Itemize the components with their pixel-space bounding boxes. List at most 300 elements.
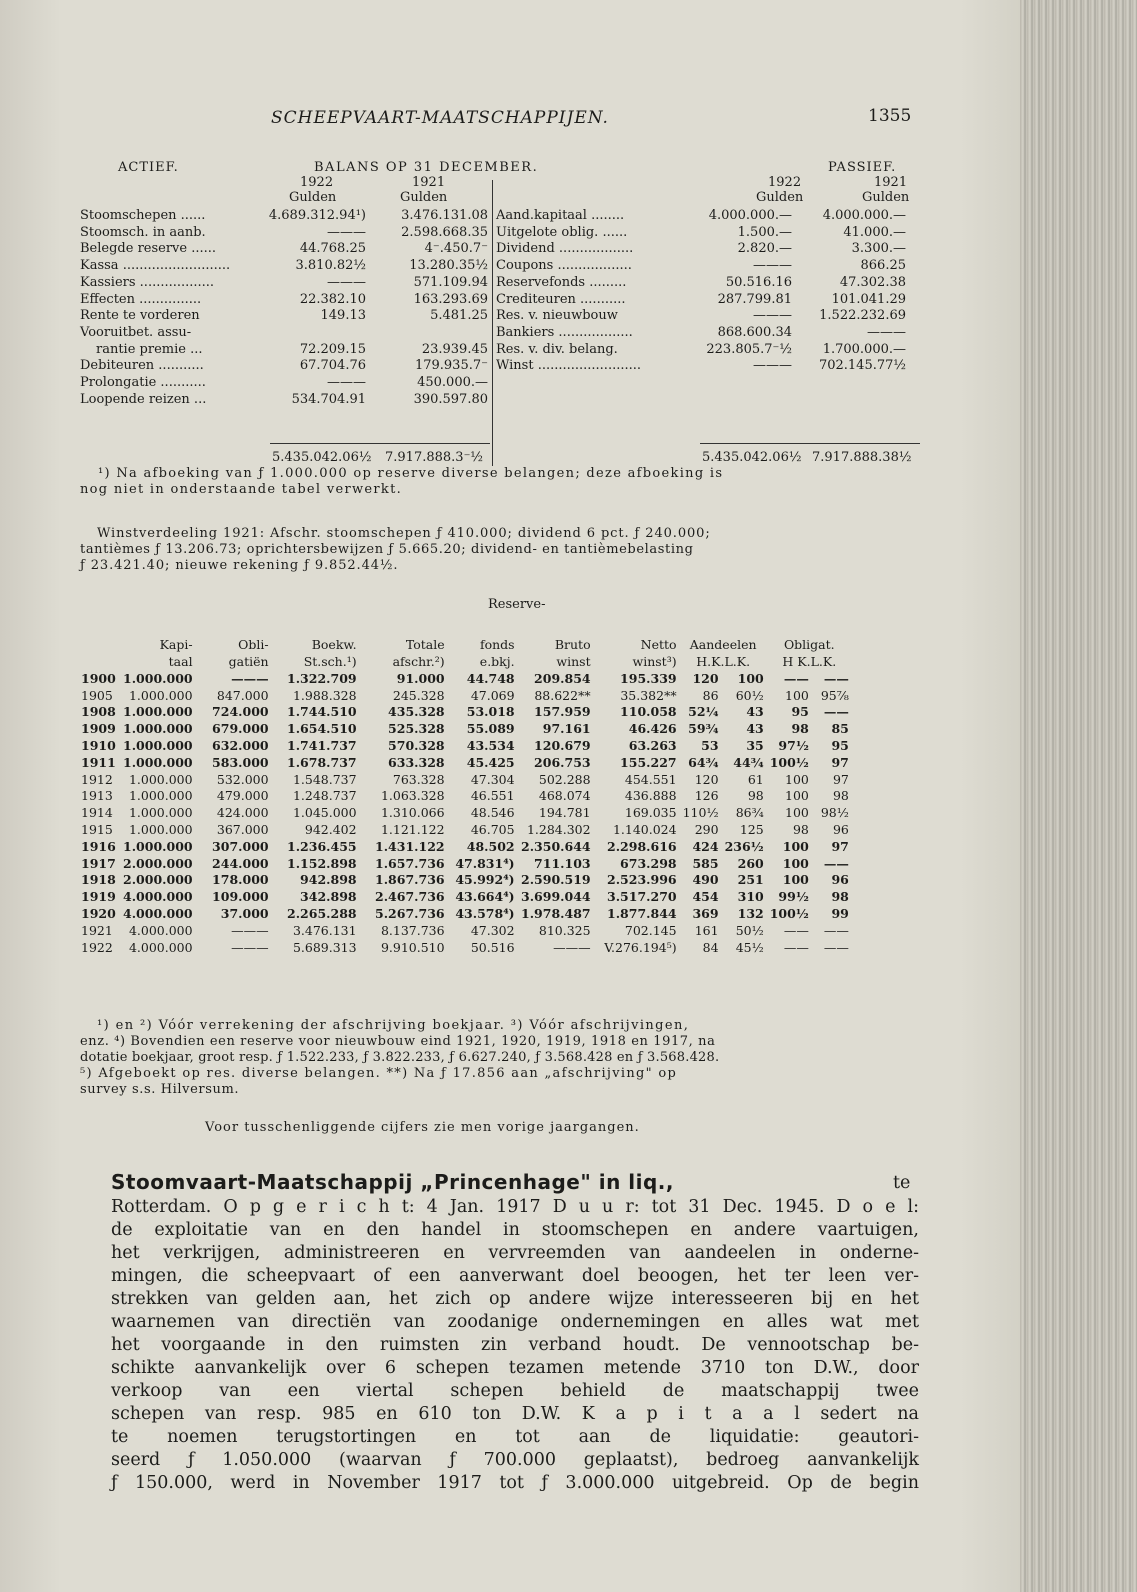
cell-bruto-winst: 3.699.044 xyxy=(521,889,591,905)
cell-obligatien: 632.000 xyxy=(212,738,269,754)
cell-kapitaal: 1.000.000 xyxy=(123,704,193,720)
actief-row-label: Loopende reizen ... xyxy=(80,391,207,407)
actief-row-1921: 571.109.94 xyxy=(413,274,488,290)
actief-row-1921: 450.000.— xyxy=(417,375,488,390)
cell-afschrijving: 1.121.122 xyxy=(380,822,445,838)
passief-row-label: Bankiers .................. xyxy=(496,324,633,340)
left-total-rule xyxy=(270,443,490,444)
cell-netto-winst: 2.298.616 xyxy=(607,838,677,854)
cell-obligat-h: 97½ xyxy=(778,738,809,754)
cell-obligatien: 847.000 xyxy=(216,687,269,703)
cell-obligat-h: 98 xyxy=(791,721,809,737)
cell-netto-winst: 2.523.996 xyxy=(607,872,677,888)
actief-row-label: Belegde reserve ...... xyxy=(80,241,217,257)
table-row xyxy=(78,720,852,737)
actief-row-1922: 72.209.15 xyxy=(299,341,366,357)
cell-boekwaarde: 1.248.737 xyxy=(292,788,357,804)
cell-boekwaarde: 942.402 xyxy=(304,822,357,838)
actief-row-1922: 3.810.82½ xyxy=(295,258,366,274)
col-kapitaal-h1: Kapi- xyxy=(159,637,193,652)
actief-row-label: Vooruitbet. assu- xyxy=(80,324,192,340)
cell-obligatien: ——— xyxy=(231,922,269,938)
left-total-1922: 5.435.042.06½ xyxy=(272,450,372,465)
cell-kapitaal: 1.000.000 xyxy=(128,805,193,821)
cell-reservefonds: 47.831⁴) xyxy=(455,855,515,871)
table-row xyxy=(78,754,852,771)
cell-netto-winst: 454.551 xyxy=(624,771,677,787)
winstverdeeling-line-2: tantièmes ƒ 13.206.73; oprichtersbewijzen ƒ 5.665.20; dividend- en tantièmebelasting xyxy=(80,542,694,557)
passief-row-1921: 3.300.— xyxy=(851,241,906,257)
cell-boekwaarde: 342.898 xyxy=(300,889,357,905)
cell-aandeelen-klk: 43 xyxy=(746,721,764,737)
cell-obligat-klk: 99 xyxy=(831,906,849,922)
cell-obligat-klk: 85 xyxy=(831,721,849,737)
book-page-edges xyxy=(1020,0,1137,1592)
cell-year: 1908 xyxy=(81,704,116,720)
cell-aandeelen-klk: 61 xyxy=(747,771,764,787)
col-bruto-h2: winst xyxy=(556,654,591,669)
cell-year: 1911 xyxy=(81,754,116,770)
cell-boekwaarde: 1.654.510 xyxy=(287,721,357,737)
cell-obligat-klk: 96 xyxy=(831,872,849,888)
cell-obligatien: 367.000 xyxy=(216,822,269,838)
col-year-h2 xyxy=(78,653,120,670)
company-line: waarnemen van directiën van zoodanige ondernemingen en alles wat met xyxy=(111,1312,919,1332)
cell-obligatien: 307.000 xyxy=(212,838,269,854)
passief-row-1921: 866.25 xyxy=(860,258,906,274)
table-row xyxy=(78,888,852,905)
col-aandeelen-h2: H.K.L.K. xyxy=(696,654,751,669)
col-afschrijving-h2: afschr.²) xyxy=(392,654,445,669)
cell-obligat-h: 100 xyxy=(785,805,809,821)
cell-afschrijving: 8.137.736 xyxy=(380,922,445,938)
actief-row-1921: 163.293.69 xyxy=(413,291,488,307)
cell-boekwaarde: 1.152.898 xyxy=(287,855,357,871)
actief-row-label: rantie premie ... xyxy=(96,341,203,357)
cell-kapitaal: 1.000.000 xyxy=(123,721,193,737)
cell-afschrijving: 1.063.328 xyxy=(380,788,445,804)
table-row xyxy=(78,670,852,687)
cell-obligat-klk: —— xyxy=(823,704,849,720)
cell-afschrijving: 763.328 xyxy=(392,771,445,787)
cell-obligat-klk: 96 xyxy=(832,822,849,838)
table-footnote-line-4: ⁵) Afgeboekt op res. diverse belangen. **) Na ƒ 17.856 aan „afschrijving" op xyxy=(80,1066,678,1081)
passief-row-1922: 1.500.— xyxy=(737,224,792,240)
actief-row-1922: ——— xyxy=(327,375,366,390)
cell-obligat-h: —— xyxy=(783,670,809,686)
company-line: te noemen terugstortingen en tot aan de liquidatie: geautori- xyxy=(111,1427,919,1447)
page-header-title: SCHEEPVAART-MAATSCHAPPIJEN. xyxy=(271,108,609,128)
cell-aandeelen-klk: 260 xyxy=(737,855,764,871)
cell-netto-winst: V.276.194⁵) xyxy=(604,939,677,955)
cell-year: 1912 xyxy=(81,771,113,787)
cell-year: 1916 xyxy=(81,838,116,854)
cell-aandeelen-h: 161 xyxy=(694,922,719,938)
left-unit-1922: Gulden xyxy=(289,190,337,205)
cell-reservefonds: 46.551 xyxy=(470,788,515,804)
passief-row-label: Crediteuren ........... xyxy=(496,291,626,307)
passief-row-label: Res. v. div. belang. xyxy=(496,341,618,357)
cell-bruto-winst: 206.753 xyxy=(534,754,591,770)
cell-afschrijving: 245.328 xyxy=(392,687,445,703)
history-table xyxy=(78,636,852,956)
winstverdeeling-line-1: Winstverdeeling 1921: Afschr. stoomschepen ƒ 410.000; dividend 6 pct. ƒ 240.000; xyxy=(97,526,711,541)
cell-bruto-winst: 97.161 xyxy=(542,721,591,737)
cell-kapitaal: 4.000.000 xyxy=(128,922,193,938)
cell-reservefonds: 46.705 xyxy=(470,822,515,838)
cell-boekwaarde: 1.744.510 xyxy=(287,704,357,720)
right-unit-1922: Gulden xyxy=(756,190,804,205)
cell-netto-winst: 436.888 xyxy=(624,788,677,804)
cell-netto-winst: 110.058 xyxy=(620,704,677,720)
cell-boekwaarde: 1.741.737 xyxy=(287,738,357,754)
cell-kapitaal: 1.000.000 xyxy=(123,738,193,754)
actief-row-1922: ——— xyxy=(327,274,366,290)
passief-row-label: Reservefonds ......... xyxy=(496,274,627,290)
cell-kapitaal: 1.000.000 xyxy=(123,838,193,854)
cell-aandeelen-klk: 251 xyxy=(737,872,764,888)
company-name: Stoomvaart-Maatschappij „Princenhage" in liq., xyxy=(111,1170,674,1194)
cell-boekwaarde: 3.476.131 xyxy=(292,922,357,938)
cell-boekwaarde: 2.265.288 xyxy=(287,906,357,922)
cell-bruto-winst: 468.074 xyxy=(538,788,591,804)
passief-row-label: Dividend .................. xyxy=(496,241,634,257)
cell-obligatien: 244.000 xyxy=(212,855,269,871)
actief-row-label: Debiteuren ........... xyxy=(80,358,204,374)
cell-year: 1905 xyxy=(81,687,113,703)
cell-reservefonds: 44.748 xyxy=(466,670,515,686)
cell-obligatien: 109.000 xyxy=(212,889,269,905)
actief-row-1921: 5.481.25 xyxy=(430,308,488,324)
cell-aandeelen-h: 120 xyxy=(694,771,719,787)
cell-aandeelen-h: 290 xyxy=(694,822,719,838)
cell-netto-winst: 1.140.024 xyxy=(612,822,677,838)
table-header-row-1 xyxy=(78,636,852,653)
table-row xyxy=(78,838,852,855)
cell-aandeelen-h: 64¾ xyxy=(688,754,719,770)
col-obligat-h2: H K.L.K. xyxy=(782,654,837,669)
table-footnote-line-5: survey s.s. Hilversum. xyxy=(80,1082,240,1097)
cell-bruto-winst: 157.959 xyxy=(534,704,591,720)
table-row xyxy=(78,905,852,922)
table-row xyxy=(78,872,852,889)
cell-obligat-h: —— xyxy=(783,939,809,955)
cell-netto-winst: 169.035 xyxy=(624,805,677,821)
balance-footnote-line-2: nog niet in onderstaande tabel verwerkt. xyxy=(80,482,403,497)
cell-obligat-klk: 98½ xyxy=(820,805,849,821)
actief-row-label: Prolongatie ........... xyxy=(80,375,206,390)
cell-obligatien: 37.000 xyxy=(220,906,269,922)
cell-netto-winst: 702.145 xyxy=(624,922,677,938)
actief-row-label: Kassa .......................... xyxy=(80,258,231,274)
table-header-reserve: Reserve- xyxy=(488,597,546,612)
cell-reservefonds: 45.992⁴) xyxy=(455,872,515,888)
cell-bruto-winst: 120.679 xyxy=(534,738,591,754)
cell-afschrijving: 5.267.736 xyxy=(375,906,445,922)
actief-row-1921: 390.597.80 xyxy=(413,391,488,407)
cell-bruto-winst: 502.288 xyxy=(538,771,591,787)
cell-kapitaal: 1.000.000 xyxy=(128,687,193,703)
passief-row-1922: 4.000.000.— xyxy=(708,208,792,223)
actief-row-1922: 534.704.91 xyxy=(291,391,366,407)
right-year-1922: 1922 xyxy=(768,175,802,190)
cell-year: 1913 xyxy=(81,788,113,804)
col-boekwaarde-h1: Boekw. xyxy=(311,637,357,652)
cell-reservefonds: 43.578⁴) xyxy=(455,906,515,922)
passief-row-label: Winst ......................... xyxy=(496,358,641,374)
company-line: strekken van gelden aan, het zich op andere wijze interesseeren bij en het xyxy=(111,1289,919,1309)
cell-afschrijving: 570.328 xyxy=(388,738,445,754)
cell-aandeelen-klk: 98 xyxy=(747,788,764,804)
cell-reservefonds: 43.664⁴) xyxy=(455,889,515,905)
cell-aandeelen-h: 52¼ xyxy=(688,704,719,720)
actief-row-1922: 149.13 xyxy=(320,308,366,324)
cell-bruto-winst: 810.325 xyxy=(538,922,591,938)
cell-bruto-winst: 2.590.519 xyxy=(521,872,591,888)
cell-aandeelen-h: 53 xyxy=(701,738,719,754)
cell-obligat-klk: —— xyxy=(823,670,849,686)
cell-obligat-h: 100 xyxy=(782,855,809,871)
cell-year: 1914 xyxy=(81,805,113,821)
cell-obligatien: 479.000 xyxy=(216,788,269,804)
cell-aandeelen-klk: 86¾ xyxy=(735,805,764,821)
cell-kapitaal: 4.000.000 xyxy=(123,906,193,922)
cell-aandeelen-klk: 100 xyxy=(737,670,764,686)
left-year-1921: 1921 xyxy=(412,175,446,190)
cell-aandeelen-klk: 35 xyxy=(746,738,764,754)
cell-boekwaarde: 1.548.737 xyxy=(292,771,357,787)
cell-reservefonds: 53.018 xyxy=(466,704,515,720)
table-row xyxy=(78,821,852,838)
cell-boekwaarde: 1.322.709 xyxy=(287,670,357,686)
cell-aandeelen-h: 120 xyxy=(692,670,719,686)
cell-afschrijving: 2.467.736 xyxy=(375,889,445,905)
right-unit-1921: Gulden xyxy=(862,190,910,205)
left-year-1922: 1922 xyxy=(300,175,334,190)
cell-aandeelen-klk: 44¾ xyxy=(733,754,764,770)
cell-kapitaal: 2.000.000 xyxy=(123,872,193,888)
cell-obligat-h: 100 xyxy=(785,771,809,787)
cell-reservefonds: 55.089 xyxy=(466,721,515,737)
col-netto-h1: Netto xyxy=(640,637,677,652)
history-table-body xyxy=(78,670,852,956)
passief-row-1921: ——— xyxy=(867,324,906,340)
cell-netto-winst: 155.227 xyxy=(620,754,677,770)
cell-year: 1917 xyxy=(81,855,116,871)
passief-row-1921: 1.522.232.69 xyxy=(819,308,906,324)
passief-row-label: Aand.kapitaal ........ xyxy=(496,208,625,223)
cell-bruto-winst: 1.284.302 xyxy=(526,822,591,838)
col-obligatien-h2: gatiën xyxy=(228,654,269,669)
cell-obligatien: 724.000 xyxy=(212,704,269,720)
passief-row-label: Coupons .................. xyxy=(496,258,632,274)
cell-aandeelen-h: 585 xyxy=(692,855,719,871)
col-boekwaarde-h2: St.sch.¹) xyxy=(303,654,357,669)
cell-bruto-winst: 209.854 xyxy=(534,670,591,686)
cell-reservefonds: 50.516 xyxy=(470,939,515,955)
actief-row-1921: 23.939.45 xyxy=(421,341,488,357)
cell-aandeelen-h: 86 xyxy=(702,687,719,703)
cell-obligat-klk: 97 xyxy=(831,754,849,770)
cell-boekwaarde: 5.689.313 xyxy=(292,939,357,955)
table-row xyxy=(78,737,852,754)
company-line: schepen van resp. 985 en 610 ton D.W. K a p i t a a l sedert na xyxy=(111,1404,919,1424)
cell-bruto-winst: ——— xyxy=(553,939,591,955)
actief-row-label: Kassiers .................. xyxy=(80,274,215,290)
cell-kapitaal: 1.000.000 xyxy=(128,822,193,838)
company-line: verkoop van een viertal schepen behield de maatschappij twee xyxy=(111,1381,919,1401)
table-row xyxy=(78,687,852,704)
cell-year: 1919 xyxy=(81,889,116,905)
cell-afschrijving: 525.328 xyxy=(388,721,445,737)
cell-year: 1915 xyxy=(81,822,113,838)
cell-reservefonds: 47.069 xyxy=(470,687,515,703)
cell-aandeelen-klk: 132 xyxy=(737,906,764,922)
cell-netto-winst: 3.517.270 xyxy=(607,889,677,905)
cell-obligat-klk: 97 xyxy=(832,771,849,787)
cell-aandeelen-klk: 45½ xyxy=(735,939,764,955)
cell-reservefonds: 45.425 xyxy=(466,754,515,770)
cell-obligat-klk: 98 xyxy=(831,889,849,905)
actief-row-1921: 179.935.7⁻ xyxy=(414,358,488,374)
table-footnote-line-1: ¹) en ²) Vóór verrekening der afschrijving boekjaar. ³) Vóór afschrijvingen, xyxy=(97,1018,690,1033)
balance-divider xyxy=(492,180,493,466)
cell-obligat-h: 100 xyxy=(785,687,809,703)
cell-kapitaal: 4.000.000 xyxy=(128,939,193,955)
cell-obligat-klk: 98 xyxy=(832,788,849,804)
cell-obligat-h: 99½ xyxy=(778,889,809,905)
cell-netto-winst: 35.382** xyxy=(620,687,677,703)
cell-reservefonds: 47.302 xyxy=(470,922,515,938)
company-line: schikte aanvankelijk over 6 schepen tezamen metende 3710 ton D.W., door xyxy=(111,1358,919,1378)
cell-obligat-klk: 95⅞ xyxy=(820,687,849,703)
cell-year: 1910 xyxy=(81,738,116,754)
cell-netto-winst: 195.339 xyxy=(620,670,677,686)
cell-year: 1920 xyxy=(81,906,116,922)
cell-obligatien: ——— xyxy=(231,670,269,686)
actief-row-1922: 44.768.25 xyxy=(299,241,366,257)
passief-row-1921: 101.041.29 xyxy=(831,291,906,307)
cell-obligat-h: 100 xyxy=(782,838,809,854)
col-obligat-h1: Obligat. xyxy=(783,637,835,652)
company-line: seerd ƒ 1.050.000 (waarvan ƒ 700.000 geplaatst), bedroeg aanvankelijk xyxy=(111,1450,919,1470)
cell-year: 1922 xyxy=(81,939,113,955)
col-obligatien-h1: Obli- xyxy=(238,637,269,652)
actief-row-1922: 4.689.312.94¹) xyxy=(268,208,366,223)
cell-bruto-winst: 88.622** xyxy=(534,687,591,703)
company-description xyxy=(111,1196,919,1495)
cell-aandeelen-h: 126 xyxy=(694,788,719,804)
right-total-rule xyxy=(700,443,920,444)
company-line: de exploitatie van en den handel in stoomschepen en andere vaartuigen, xyxy=(111,1220,919,1240)
table-row xyxy=(78,855,852,872)
cell-bruto-winst: 711.103 xyxy=(534,855,591,871)
cell-aandeelen-klk: 310 xyxy=(737,889,764,905)
cell-obligat-h: 100 xyxy=(785,788,809,804)
cell-obligat-klk: —— xyxy=(823,922,849,938)
col-reservefonds-h1: fonds xyxy=(479,637,515,652)
actief-row-label: Rente te vorderen xyxy=(80,308,200,324)
cell-kapitaal: 4.000.000 xyxy=(123,889,193,905)
passief-row-1922: ——— xyxy=(753,358,792,374)
cell-bruto-winst: 194.781 xyxy=(538,805,591,821)
cell-aandeelen-klk: 125 xyxy=(739,822,764,838)
cell-reservefonds: 48.502 xyxy=(466,838,515,854)
table-footnote-line-3: dotatie boekjaar, groot resp. ƒ 1.522.233, ƒ 3.822.233, ƒ 6.627.240, ƒ 3.568.428 en ƒ 3.568.428. xyxy=(80,1050,720,1065)
cell-afschrijving: 1.310.066 xyxy=(380,805,445,821)
cell-bruto-winst: 1.978.487 xyxy=(521,906,591,922)
cell-aandeelen-klk: 236½ xyxy=(724,838,764,854)
passief-label: PASSIEF. xyxy=(828,160,897,175)
cell-bruto-winst: 2.350.644 xyxy=(521,838,591,854)
cell-kapitaal: 1.000.000 xyxy=(128,771,193,787)
table-row xyxy=(78,922,852,939)
winstverdeeling-line-3: ƒ 23.421.40; nieuwe rekening ƒ 9.852.44½. xyxy=(80,558,399,573)
actief-row-label: Stoomschepen ...... xyxy=(80,208,206,223)
cell-year: 1909 xyxy=(81,721,116,737)
cell-boekwaarde: 942.898 xyxy=(300,872,357,888)
cell-kapitaal: 1.000.000 xyxy=(123,670,193,686)
col-aandeelen-h1: Aandeelen xyxy=(689,637,757,652)
actief-label: ACTIEF. xyxy=(118,160,179,175)
cell-afschrijving: 633.328 xyxy=(388,754,445,770)
actief-row-1921: 13.280.35½ xyxy=(409,258,488,274)
cell-obligatien: 178.000 xyxy=(212,872,269,888)
cell-boekwaarde: 1.988.328 xyxy=(292,687,357,703)
col-netto-h2: winst³) xyxy=(632,654,677,669)
passief-row-1921: 702.145.77½ xyxy=(818,358,906,374)
actief-row-1921: 3.476.131.08 xyxy=(401,208,488,223)
passief-row-1922: 50.516.16 xyxy=(725,274,792,290)
cell-year: 1918 xyxy=(81,872,116,888)
cell-obligat-klk: 97 xyxy=(831,838,849,854)
cell-reservefonds: 48.546 xyxy=(470,805,515,821)
left-total-1921: 7.917.888.3⁻½ xyxy=(385,450,484,465)
cell-reservefonds: 43.534 xyxy=(466,738,515,754)
table-row xyxy=(78,804,852,821)
cell-obligat-h: 98 xyxy=(792,822,809,838)
table-header-row-2 xyxy=(78,653,852,670)
col-kapitaal-h2: taal xyxy=(168,654,193,669)
company-line: ƒ 150.000, werd in November 1917 tot ƒ 3.000.000 uitgebreid. Op de begin xyxy=(111,1473,919,1493)
cell-kapitaal: 2.000.000 xyxy=(123,855,193,871)
cell-aandeelen-h: 424 xyxy=(692,838,719,854)
table-row xyxy=(78,939,852,956)
cell-obligatien: 424.000 xyxy=(216,805,269,821)
table-footnote-line-2: enz. ⁴) Bovendien een reserve voor nieuwbouw eind 1921, 1920, 1919, 1918 en 1917, na xyxy=(80,1034,716,1049)
cell-obligat-klk: —— xyxy=(823,939,849,955)
col-year-h1 xyxy=(78,636,120,653)
cell-year: 1921 xyxy=(81,922,113,938)
cell-aandeelen-klk: 60½ xyxy=(735,687,764,703)
cell-afschrijving: 1.431.122 xyxy=(375,838,445,854)
actief-row-1922: ——— xyxy=(327,224,366,240)
actief-row-1922: 22.382.10 xyxy=(299,291,366,307)
cell-obligatien: 679.000 xyxy=(212,721,269,737)
passief-row-1922: ——— xyxy=(753,258,792,274)
cell-obligat-h: 100½ xyxy=(769,754,809,770)
cell-aandeelen-klk: 43 xyxy=(746,704,764,720)
passief-row-1921: 47.302.38 xyxy=(839,274,906,290)
cell-aandeelen-h: 454 xyxy=(692,889,719,905)
company-line: mingen, die scheepvaart of een aanverwant doel beoogen, het ter leen ver- xyxy=(111,1266,919,1286)
cell-reservefonds: 47.304 xyxy=(470,771,515,787)
right-total-1921: 7.917.888.38½ xyxy=(812,450,912,465)
company-line: het verkrijgen, administreeren en vervreemden van aandeelen in onderne- xyxy=(111,1243,919,1263)
col-afschrijving-h1: Totale xyxy=(405,637,445,652)
balance-title: BALANS OP 31 DECEMBER. xyxy=(314,160,539,175)
cell-netto-winst: 46.426 xyxy=(628,721,677,737)
